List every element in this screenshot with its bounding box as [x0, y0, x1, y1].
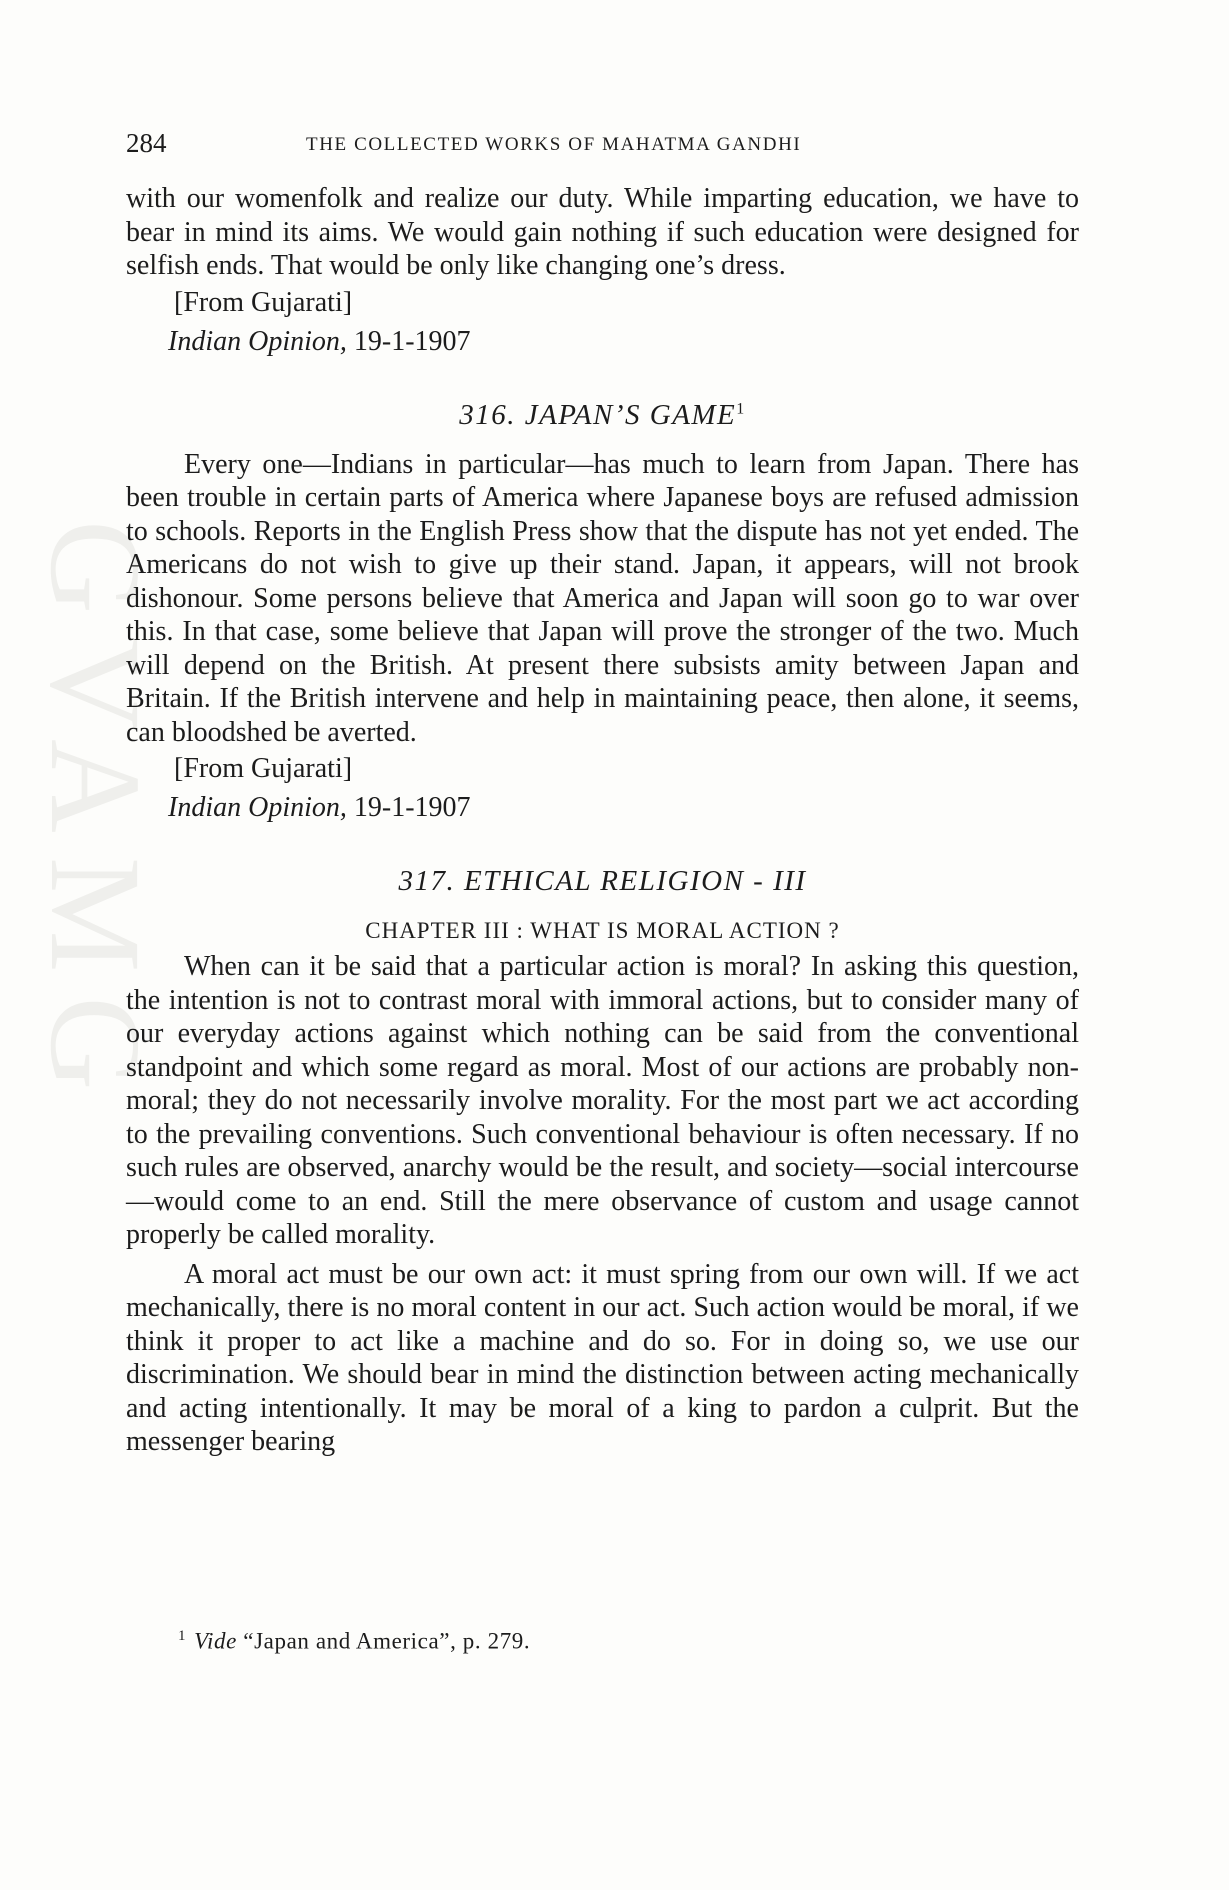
source-note: [From Gujarati]	[174, 753, 353, 784]
footnote-vide: Vide	[194, 1628, 237, 1654]
paragraph-moral-act: A moral act must be our own act: it must spring from our own will. If we act mechanically, there is no moral content in our act. Such action would be moral, if we think it proper to act like a machine and do so. For in doing so, we use our discrimination. We should bear in mind the distinction between acting mechanically and acting intentionally. It may be moral of a king to pardon a culprit. But the messenger bearing	[126, 1258, 1079, 1457]
continued-paragraph: with our womenfolk and realize our duty. While imparting education, we have to bear in mind its aims. We would gain nothing if such education were designed for selfish ends. That would be only like changing one’s dress.	[126, 183, 1079, 281]
running-title: THE COLLECTED WORKS OF MAHATMA GANDHI	[306, 134, 802, 155]
citation	[126, 322, 1079, 361]
citation-date: 19-1-1907	[346, 792, 471, 823]
citation-date: 19-1-1907	[346, 325, 471, 357]
watermark: GVAMG	[23, 520, 167, 1115]
chapter-heading: CHAPTER III : WHAT IS MORAL ACTION ?	[365, 918, 840, 943]
source-note: [From Gujarati]	[174, 286, 353, 318]
footnote	[178, 1628, 530, 1655]
page	[126, 128, 1079, 1654]
footnote-mark: 1	[178, 1628, 187, 1644]
footnote-ref: 1	[736, 399, 746, 417]
citation-title: Indian Opinion,	[168, 792, 347, 823]
section-heading-316	[126, 399, 1079, 432]
citation	[126, 788, 1079, 827]
footnote-text: “Japan and America”, p. 279.	[236, 1628, 531, 1654]
paragraph-japan: Every one—Indians in particular—has much to learn from Japan. There has been trouble in certain parts of America where Japanese boys are refused admission to schools. Reports in the English Press show that the dispute has not yet ended. The Americans do not wish to give up their stand. Japan, it appears, will not brook dishonour. Some persons believe that America and Japan will soon go to war over this. In that case, some believe that Japan will prove the stronger of the two. Much will depend on the British. At present there subsists amity between Japan and Britain. If the British intervene and help in maintaining peace, then alone, it seems, can bloodshed be averted.	[126, 448, 1079, 748]
heading-text: 316. JAPAN’S GAME	[459, 398, 737, 431]
citation-title: Indian Opinion,	[168, 325, 347, 357]
paragraph-moral-action: When can it be said that a particular action is moral? In asking this question, the intention is not to contrast moral with immoral actions, but to consider many of our everyday actions against which nothing can be said from the conventional standpoint and which some regard as moral. Most of our actions are probably non-moral; they do not necessarily involve morality. For the most part we act according to the prevailing conventions. Such conventional behaviour is often necessary. If no such rules are observed, anarchy would be the result, and society—social intercourse—would come to an end. Still the mere observance of custom and usage cannot properly be called morality.	[126, 951, 1079, 1250]
section-heading-317: 317. ETHICAL RELIGION - III	[398, 865, 807, 897]
page-number: 284	[126, 128, 167, 158]
running-head	[126, 128, 1079, 168]
